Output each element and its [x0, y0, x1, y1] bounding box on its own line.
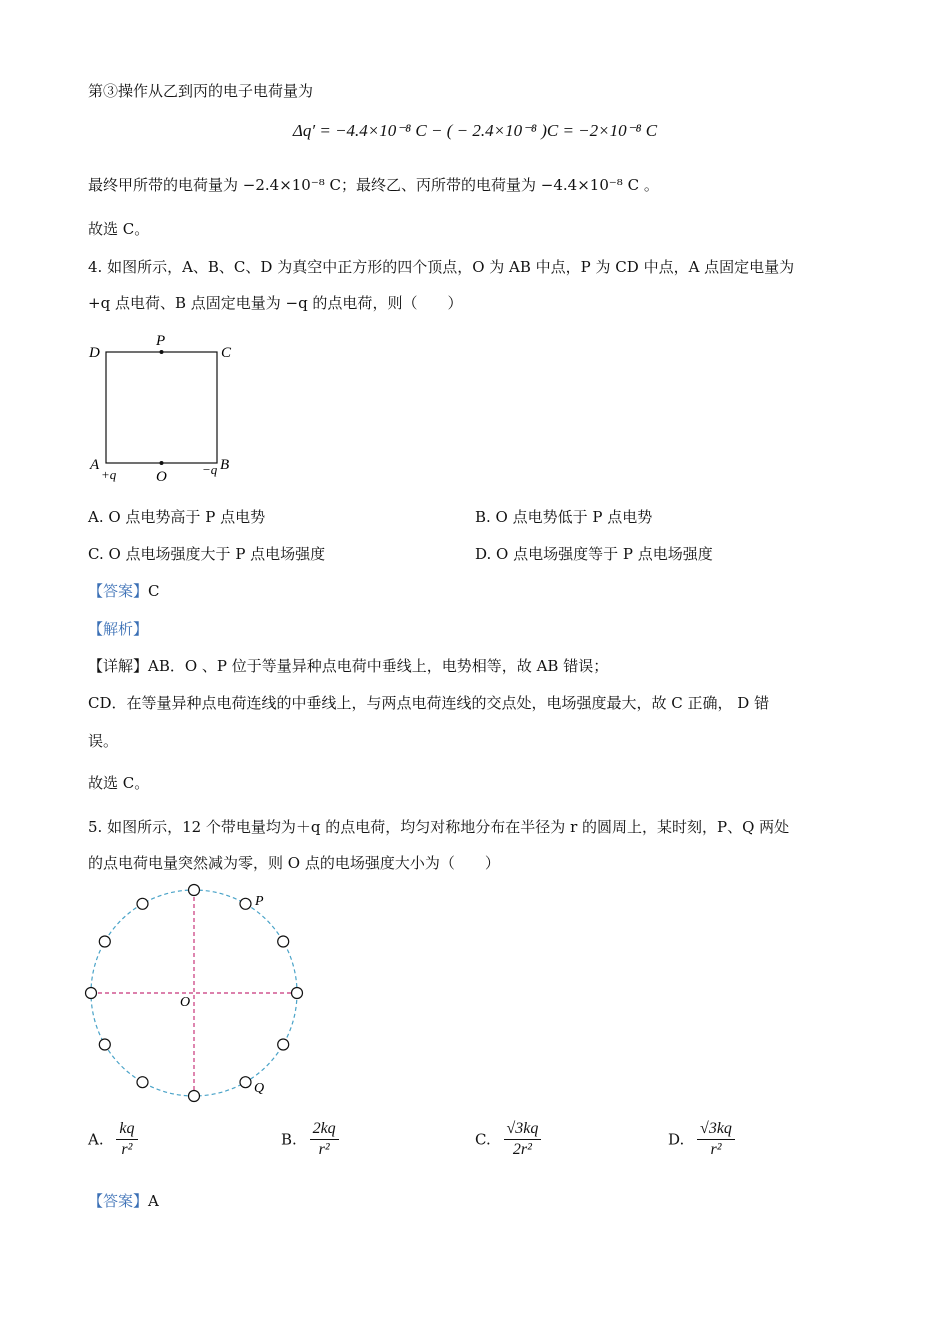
point-charge-8 [137, 1077, 148, 1088]
label-O: O [180, 995, 191, 1010]
q4-stem-line1: 4. 如图所示，A、B、C、D 为真空中正方形的四个顶点，O 为 AB 中点，P 为 CD 中点，A 点固定电量为 [88, 258, 795, 276]
q4-answer [88, 580, 160, 602]
point-charge-6 [240, 1077, 251, 1088]
label-D: D [89, 345, 100, 361]
point-P [160, 350, 164, 354]
q3-step3-intro: 第③操作从乙到丙的电子电荷量为 [88, 82, 314, 100]
opt-a-den: r² [121, 1141, 133, 1158]
point-charge-5 [278, 1039, 289, 1050]
label-B: B [220, 457, 230, 473]
point-charge-1 [189, 885, 200, 896]
q3-choose: 故选 C。 [88, 220, 150, 238]
label-P: P [255, 894, 264, 909]
q5-answer [88, 1190, 159, 1212]
point-charge-4 [292, 988, 303, 999]
opt-b-num: 2kq [310, 1120, 339, 1140]
answer-value: A [148, 1192, 159, 1210]
label-A: A [90, 457, 100, 473]
charge-B: −q [202, 462, 218, 477]
opt-a-num: kq [116, 1120, 137, 1140]
q4-detail-line3: 误。 [88, 732, 119, 750]
q5-option-b [281, 1120, 339, 1159]
opt-d-den: r² [710, 1141, 722, 1158]
q4-option-a: A. O 点电势高于 P 点电势 [88, 508, 266, 526]
q4-detail-line2: CD．在等量异种点电荷连线的中垂线上，与两点电荷连线的交点处，电场强度最大，故 C 正确， D 错 [88, 694, 770, 712]
q4-square-figure [85, 330, 245, 490]
point-charge-9 [99, 1039, 110, 1050]
point-charge-2 [240, 898, 251, 909]
detail-tag: 【详解】 [88, 657, 149, 675]
opt-a-label: A. [88, 1130, 104, 1149]
q5-option-c [475, 1120, 541, 1159]
opt-b-fraction [310, 1120, 339, 1159]
opt-c-num: √3kq [504, 1120, 542, 1140]
q3-step3-equation: Δq′ = −4.4×10⁻⁸ C − ( − 2.4×10⁻⁸ )C = −2×10⁻⁸ C [292, 121, 658, 140]
opt-d-num: √3kq [697, 1120, 735, 1140]
label-P: P [156, 333, 166, 349]
opt-c-den: 2r² [512, 1141, 532, 1158]
answer-tag: 【答案】 [88, 1192, 149, 1210]
opt-c-label: C. [475, 1130, 491, 1149]
q4-option-b: B. O 点电势低于 P 点电势 [475, 508, 653, 526]
point-charge-10 [86, 988, 97, 999]
opt-b-den: r² [318, 1141, 330, 1158]
label-O: O [156, 469, 167, 485]
opt-a-fraction [116, 1120, 137, 1159]
answer-tag: 【答案】 [88, 582, 149, 600]
q4-option-c: C. O 点电场强度大于 P 点电场强度 [88, 545, 326, 563]
q4-stem-line2: +q 点电荷、B 点固定电量为 −q 的点电荷，则（ ） [88, 294, 463, 312]
q5-stem-line2: 的点电荷电量突然减为零，则 O 点的电场强度大小为（ ） [88, 854, 500, 872]
point-charge-11 [99, 936, 110, 947]
point-charge-12 [137, 898, 148, 909]
detail-text1: AB．O 、P 位于等量异种点电荷中垂线上，电势相等，故 AB 错误； [148, 657, 609, 675]
q4-choose: 故选 C。 [88, 774, 150, 792]
q4-analysis-tag: 【解析】 [88, 620, 149, 638]
q5-option-d [668, 1120, 735, 1159]
label-C: C [221, 345, 232, 361]
answer-value: C [148, 582, 160, 600]
point-charge-7 [189, 1091, 200, 1102]
label-Q: Q [254, 1081, 265, 1096]
q5-option-a [88, 1120, 138, 1159]
opt-d-fraction [697, 1120, 735, 1159]
point-O [160, 461, 164, 465]
charge-A: +q [101, 467, 117, 482]
point-charge-3 [278, 936, 289, 947]
q3-final-charges: 最终甲所带的电荷量为 −2.4×10⁻⁸ C；最终乙、丙所带的电荷量为 −4.4×10⁻⁸ C 。 [88, 176, 659, 194]
opt-b-label: B. [281, 1130, 297, 1149]
q5-ring-figure [80, 880, 320, 1110]
opt-c-fraction [504, 1120, 542, 1159]
square-outline [106, 352, 217, 463]
q5-stem-line1: 5. 如图所示，12 个带电量均为＋q 的点电荷，均匀对称地分布在半径为 r 的圆周上，某时刻，P、Q 两处 [88, 818, 790, 836]
opt-d-label: D. [668, 1130, 685, 1149]
q4-detail-line1 [88, 655, 608, 677]
q4-option-d: D. O 点电场强度等于 P 点电场强度 [475, 545, 713, 563]
